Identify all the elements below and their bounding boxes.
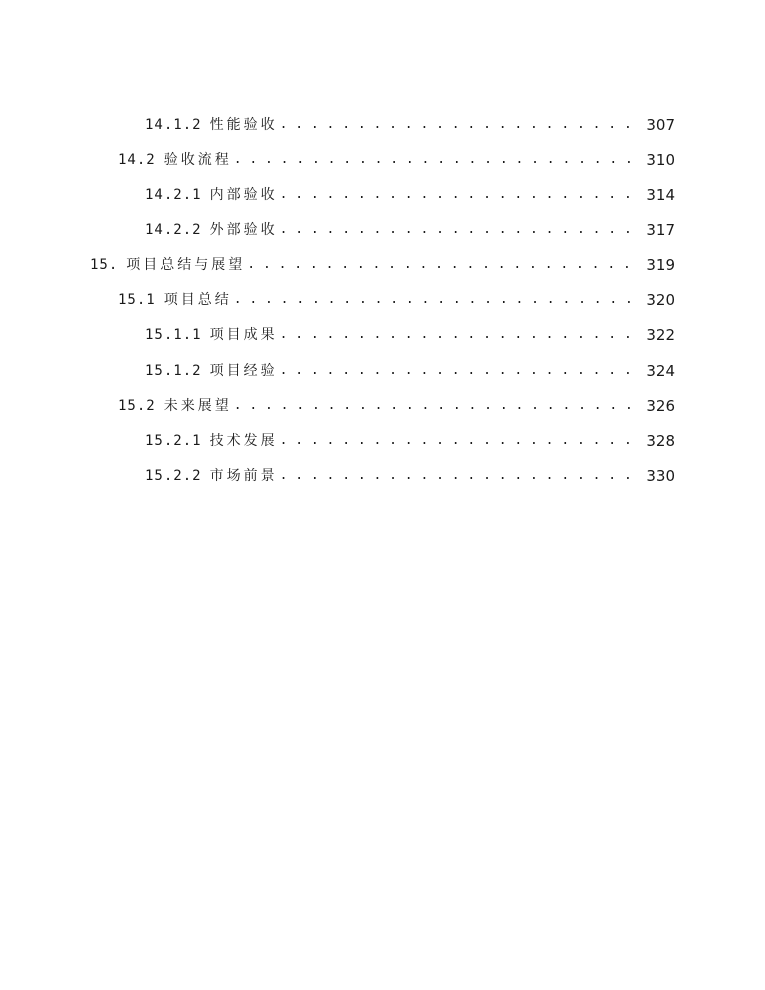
toc-entry-page: 326 <box>646 397 675 415</box>
toc-entry-title: 内部验收 <box>209 187 278 203</box>
toc-entry-number: 15. <box>90 257 119 273</box>
toc-entry-number: 15.2.2 <box>145 468 202 484</box>
toc-entry-number: 15.2 <box>118 398 156 414</box>
toc-entry-15-2-2[interactable] <box>145 465 675 487</box>
toc-entry-title: 项目总结与展望 <box>126 257 246 273</box>
toc-entry-14-2[interactable] <box>118 149 675 171</box>
toc-entry-15[interactable] <box>90 254 675 276</box>
toc-entry-page: 314 <box>646 186 675 204</box>
toc-dot-leader <box>280 360 641 382</box>
toc-entry-title: 性能验收 <box>209 117 278 133</box>
toc-entry-14-2-2[interactable] <box>145 219 675 241</box>
toc-entry-page: 328 <box>646 432 675 450</box>
toc-dot-leader <box>280 465 641 487</box>
toc-entry-14-1-2[interactable] <box>145 114 675 136</box>
toc-entry-page: 324 <box>646 362 675 380</box>
toc-entry-number: 14.2.2 <box>145 222 202 238</box>
toc-dot-leader <box>234 149 641 171</box>
toc-entry-page: 319 <box>646 256 675 274</box>
toc-entry-number: 15.1.1 <box>145 327 202 343</box>
toc-entry-page: 307 <box>646 116 675 134</box>
toc-entry-number: 14.2.1 <box>145 187 202 203</box>
toc-entry-page: 322 <box>646 326 675 344</box>
toc-entry-number: 15.1 <box>118 292 156 308</box>
toc-dot-leader <box>280 430 641 452</box>
toc-entry-title: 项目总结 <box>163 292 232 308</box>
toc-entry-15-1-1[interactable] <box>145 324 675 346</box>
toc-entry-15-1[interactable] <box>118 289 675 311</box>
toc-dot-leader <box>280 219 641 241</box>
toc-entry-15-1-2[interactable] <box>145 360 675 382</box>
toc-entry-page: 310 <box>646 151 675 169</box>
toc-entry-14-2-1[interactable] <box>145 184 675 206</box>
toc-entry-number: 15.1.2 <box>145 363 202 379</box>
toc-entry-title: 项目经验 <box>209 363 278 379</box>
toc-dot-leader <box>280 184 641 206</box>
toc-entry-15-2[interactable] <box>118 395 675 417</box>
toc-entry-number: 15.2.1 <box>145 433 202 449</box>
toc-entry-page: 330 <box>646 467 675 485</box>
toc-dot-leader <box>247 254 640 276</box>
toc-entry-title: 未来展望 <box>163 398 232 414</box>
toc-entry-title: 项目成果 <box>209 327 278 343</box>
toc-dot-leader <box>234 395 641 417</box>
toc-dot-leader <box>280 324 641 346</box>
toc-entry-number: 14.1.2 <box>145 117 202 133</box>
toc-entry-title: 技术发展 <box>209 433 278 449</box>
toc-dot-leader <box>280 114 641 136</box>
toc-entry-title: 外部验收 <box>209 222 278 238</box>
toc-dot-leader <box>234 289 641 311</box>
toc-entry-title: 验收流程 <box>163 152 232 168</box>
toc-entry-page: 317 <box>646 221 675 239</box>
toc-entry-title: 市场前景 <box>209 468 278 484</box>
toc-entry-15-2-1[interactable] <box>145 430 675 452</box>
toc-entry-page: 320 <box>646 291 675 309</box>
toc-entry-number: 14.2 <box>118 152 156 168</box>
